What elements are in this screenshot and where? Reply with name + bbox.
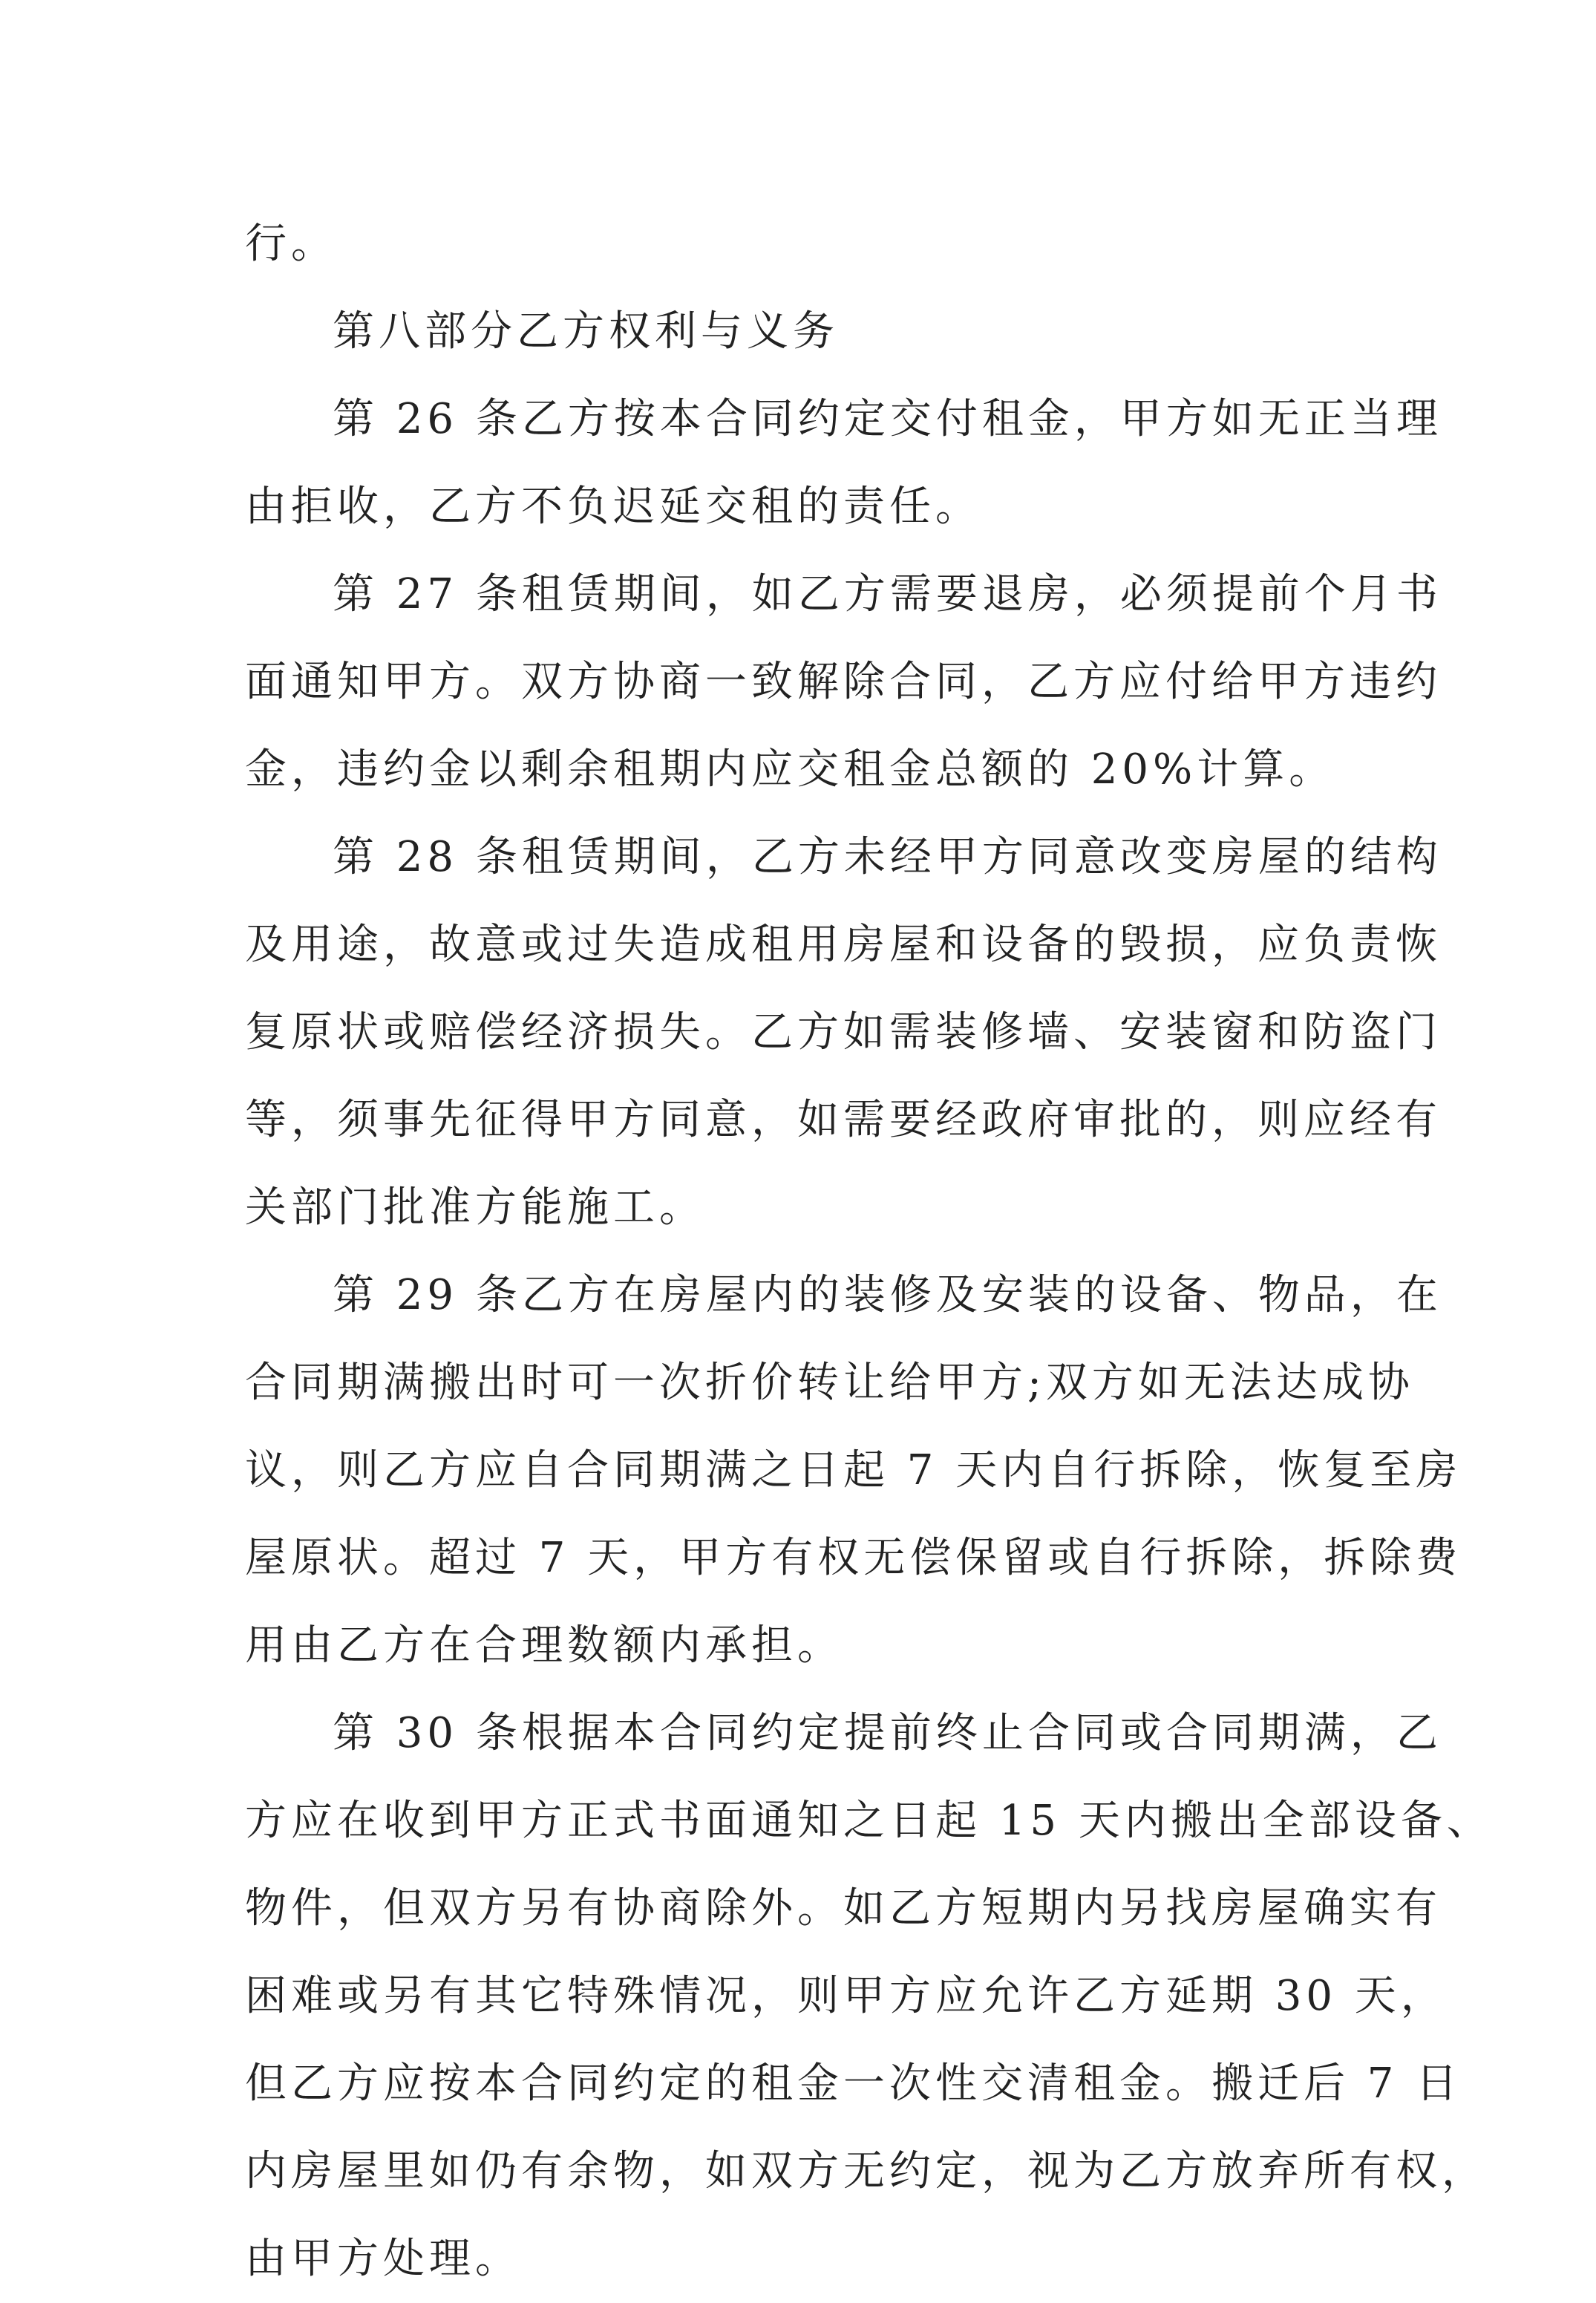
article-28-line: 第 28 条租赁期间，乙方未经甲方同意改变房屋的结构 bbox=[333, 833, 1442, 881]
article-26-line: 由拒收，乙方不负迟延交租的责任。 bbox=[245, 483, 981, 531]
article-30-line: 第 30 条根据本合同约定提前终止合同或合同期满，乙 bbox=[333, 1709, 1442, 1757]
article-29-line: 合同期满搬出时可一次折价转让给甲方;双方如无法达成协 bbox=[245, 1359, 1414, 1407]
article-30-line: 内房屋里如仍有余物，如双方无约定，视为乙方放弃所有权， bbox=[245, 2147, 1488, 2195]
document-body bbox=[245, 200, 1493, 2303]
article-28-line: 复原状或赔偿经济损失。乙方如需装修墙、安装窗和防盗门 bbox=[245, 1008, 1442, 1056]
article-28-line: 及用途，故意或过失造成租用房屋和设备的毁损，应负责恢 bbox=[245, 921, 1442, 969]
text-line: 行。 bbox=[245, 220, 337, 268]
section-heading: 第八部分乙方权利与义务 bbox=[333, 307, 839, 356]
article-29-line: 议，则乙方应自合同期满之日起 7 天内自行拆除，恢复至房 bbox=[245, 1446, 1462, 1494]
article-29-line: 屋原状。超过 7 天，甲方有权无偿保留或自行拆除，拆除费 bbox=[245, 1534, 1462, 1582]
article-27-line: 金，违约金以剩余租期内应交租金总额的 20%计算。 bbox=[245, 745, 1335, 794]
article-30-line: 由甲方处理。 bbox=[245, 2235, 521, 2283]
article-27-line: 第 27 条租赁期间，如乙方需要退房，必须提前个月书 bbox=[333, 570, 1442, 618]
article-29-line: 用由乙方在合理数额内承担。 bbox=[245, 1621, 843, 1670]
article-30-line: 方应在收到甲方正式书面通知之日起 15 天内搬出全部设备、 bbox=[245, 1797, 1493, 1845]
article-30-line: 物件，但双方另有协商除外。如乙方短期内另找房屋确实有 bbox=[245, 1884, 1442, 1933]
article-28-line: 等，须事先征得甲方同意，如需要经政府审批的，则应经有 bbox=[245, 1096, 1442, 1144]
article-30-line: 困难或另有其它特殊情况，则甲方应允许乙方延期 30 天， bbox=[245, 1972, 1447, 2020]
article-30-line: 但乙方应按本合同约定的租金一次性交清租金。搬迁后 7 日 bbox=[245, 2059, 1462, 2108]
article-26-line: 第 26 条乙方按本合同约定交付租金，甲方如无正当理 bbox=[333, 395, 1442, 443]
article-27-line: 面通知甲方。双方协商一致解除合同，乙方应付给甲方违约 bbox=[245, 658, 1442, 706]
article-28-line: 关部门批准方能施工。 bbox=[245, 1183, 705, 1232]
article-29-line: 第 29 条乙方在房屋内的装修及安装的设备、物品，在 bbox=[333, 1271, 1442, 1319]
